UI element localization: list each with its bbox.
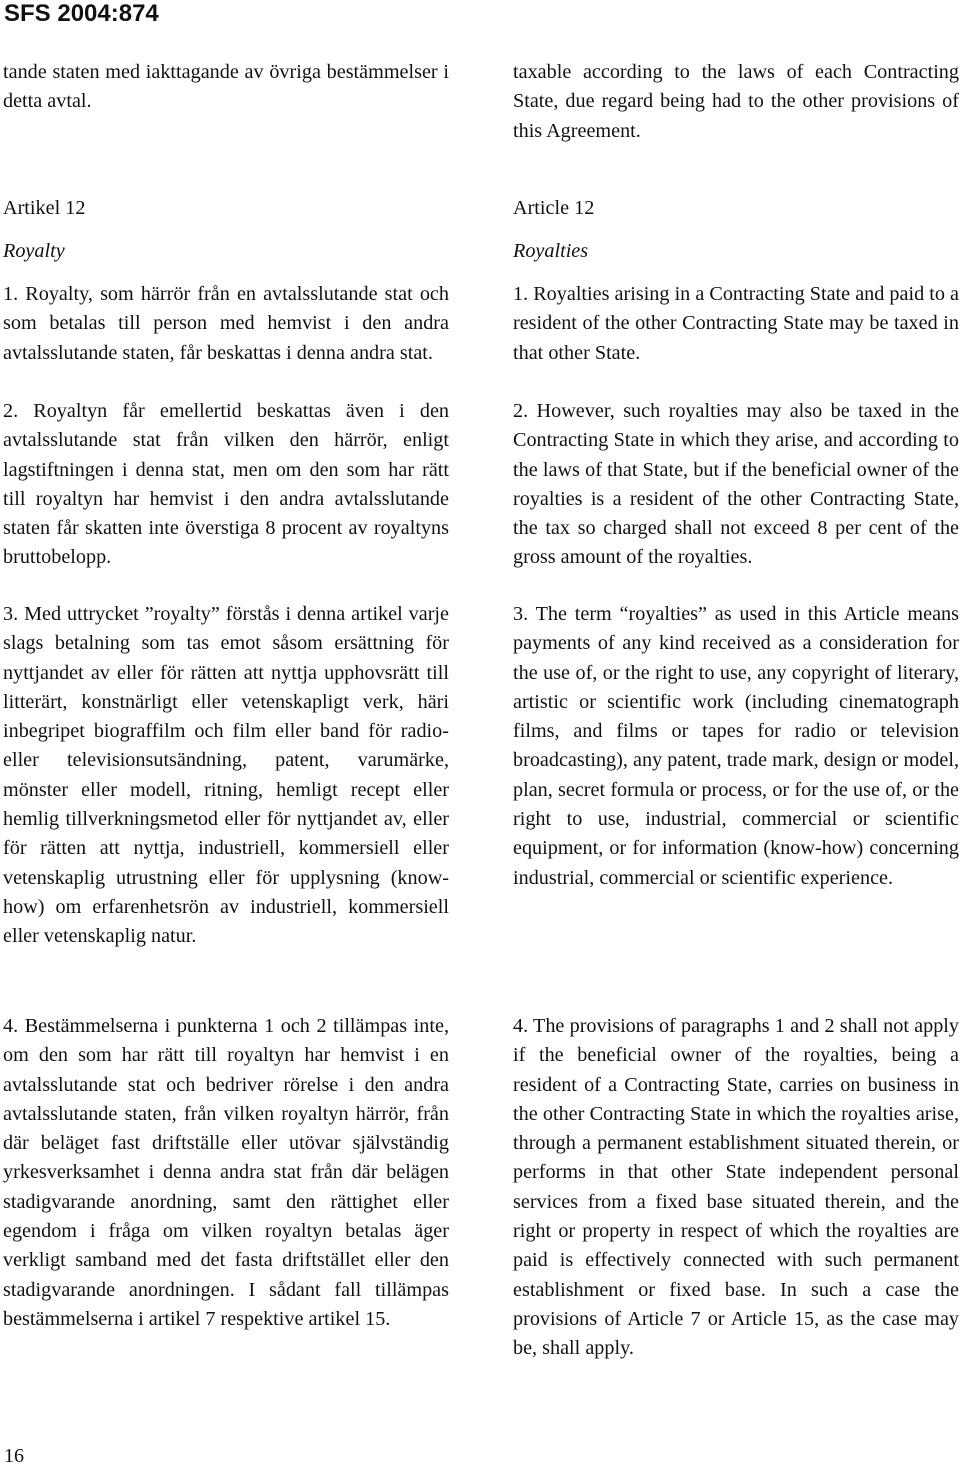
english-paragraph-1: 1. Royalties arising in a Contracting State and paid to a resident of the other Contracting State may be taxed in that other State. [513,283,959,364]
swedish-paragraph-3: 3. Med uttrycket ”royalty” förstås i denna artikel varje slags betalning som tas emot såsom ersättning för nyttjandet av eller för rätten att nyttja upphovsrätt till litterärt, konstnärligt eller vetenskapligt verk, häri inbegripet biograffilm och film eller band för radio- eller televisionsutsändning, patent, varumärke, mönster eller modell, ritning, hemligt recept eller hemlig tillverkningsmetod eller för nyttjandet av, eller för rätten att nyttja, industriell, kommersiell eller vetenskaplig utrustning eller för upplysning (know-how) om erfarenhetsrön av industriell, kommersiell eller vetenskaplig natur. [3,603,449,948]
swedish-article-heading: Artikel 12 [3,197,86,219]
english-article-heading: Article 12 [513,197,595,219]
english-article-subheading: Royalties [513,240,589,262]
page-number: 16 [4,1445,24,1467]
english-paragraph-3: 3. The term “royalties” as used in this Article means payments of any kind received as a consideration for the use of, or the right to use, any copyright of literary, artistic or scientific work (including cinematograph films, and films or tapes for radio or television broadcasting), any patent, trade mark, design or model, plan, secret formula or process, or for the use of, or the right to use, industrial, commercial or scientific equipment, or for information (know-how) concerning industrial, commercial or scientific experience. [513,603,959,889]
english-intro-paragraph: taxable according to the laws of each Contracting State, due regard being had to the other provisions of this Agreement. [513,61,959,142]
swedish-intro-paragraph: tande staten med iakttagande av övriga bestämmelser i detta avtal. [3,61,449,113]
swedish-paragraph-1: 1. Royalty, som härrör från en avtalsslutande stat och som betalas till person med hemvist i den andra avtalsslutande staten, får beskattas i denna andra stat. [3,283,449,364]
swedish-paragraph-2: 2. Royaltyn får emellertid beskattas även i den avtalsslutande stat från vilken den härrör, enligt lagstiftningen i denna stat, men om den som har rätt till royaltyn har hemvist i den andra avtalsslutande staten får skatten inte överstiga 8 procent av royaltyns bruttobelopp. [3,400,449,569]
english-paragraph-2: 2. However, such royalties may also be taxed in the Contracting State in which they arise, and according to the laws of that State, but if the beneficial owner of the royalties is a resident of the other Contracting State, the tax so charged shall not exceed 8 per cent of the gross amount of the royalties. [513,400,959,569]
english-paragraph-4: 4. The provisions of paragraphs 1 and 2 shall not apply if the beneficial owner of the royalties, being a resident of a Contracting State, carries on business in the other Contracting State in which the royalties arise, through a permanent establishment situated therein, or performs in that other State independent personal services from a fixed base situated therein, and the right or property in respect of which the royalties are paid is effectively connected with such permanent establishment or fixed base. In such a case the provisions of Article 7 or Article 15, as the case may be, shall apply. [513,1015,959,1360]
page-header-title: SFS 2004:874 [4,0,159,27]
swedish-article-subheading: Royalty [3,240,65,262]
swedish-paragraph-4: 4. Bestämmelserna i punkterna 1 och 2 tillämpas inte, om den som har rätt till royaltyn har hemvist i en avtalsslutande stat och bedriver rörelse i den andra avtalsslutande staten, från vilken royaltyn härrör, från där beläget fast driftställe eller utövar självständig yrkesverksamhet i denna andra stat från där belägen stadigvarande anordning, samt den rättighet eller egendom i fråga om vilken royaltyn betalas äger verkligt samband med det fasta driftstället eller den stadigvarande anordningen. I sådant fall tillämpas bestämmelserna i artikel 7 respektive artikel 15. [3,1015,449,1330]
